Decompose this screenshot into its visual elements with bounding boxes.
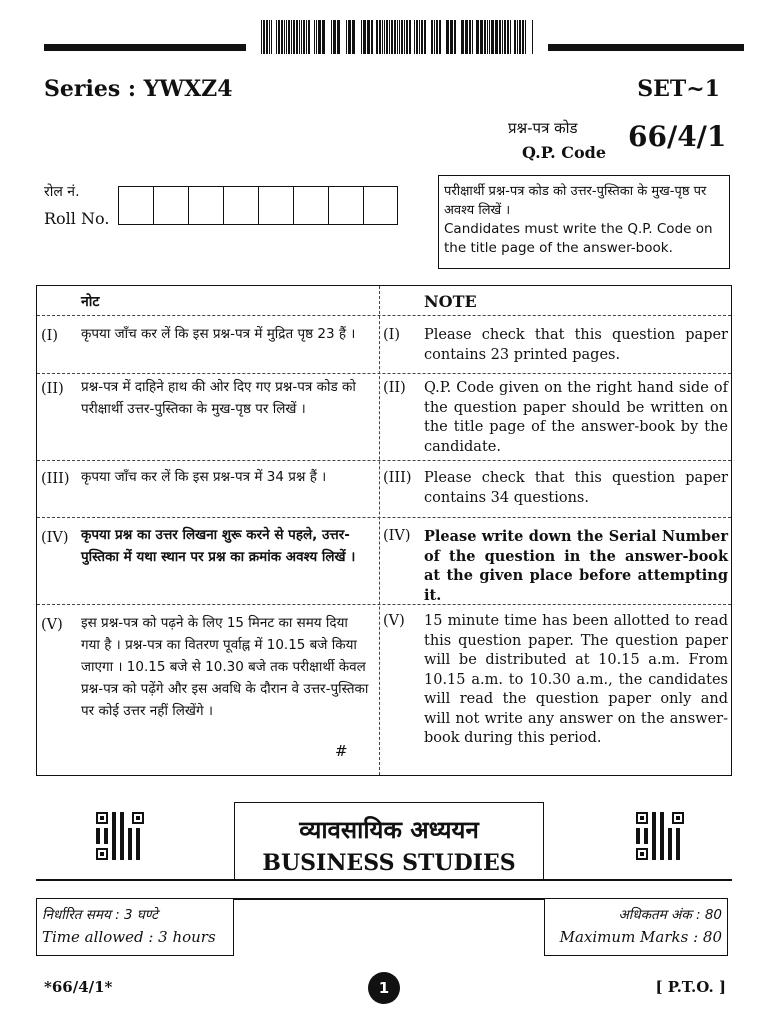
note-number-hindi: (V) xyxy=(41,617,63,633)
qp-code-value: 66/4/1 xyxy=(628,120,727,153)
footer-paper-code: *66/4/1* xyxy=(44,978,113,996)
note-text-hindi: इस प्रश्न-पत्र को पढ़ने के लिए 15 मिनट का समय दिया गया है । प्रश्न-पत्र का वितरण पूर्वाह्न में 10.15 बजे किया जाएगा । 10.15 बजे से 10.30 बजे तक परीक्षार्थी केवल प्रश्न-पत्र को पढ़ेंगे और इस अवधि के दौरान वे उत्तर-पुस्तिका पर कोई उत्तर नहीं लिखेंगे । xyxy=(81,615,369,719)
note-number: (I) xyxy=(383,327,401,343)
note-number: (IV) xyxy=(383,528,411,544)
row-divider xyxy=(37,315,731,316)
set-label: SET~1 xyxy=(637,76,720,102)
note-text-hindi: कृपया जाँच कर लें कि इस प्रश्न-पत्र में मुद्रित पृष्ठ 23 हैं । xyxy=(81,326,356,342)
note-number-hindi: (IV) xyxy=(41,530,69,546)
max-marks: Maximum Marks : 80 xyxy=(559,928,722,946)
note-number-hindi: (III) xyxy=(41,471,70,487)
note-number: (II) xyxy=(383,380,406,396)
title-underline xyxy=(36,879,732,881)
roll-box[interactable] xyxy=(118,186,153,225)
notes-table xyxy=(36,285,732,776)
roll-box[interactable] xyxy=(223,186,258,225)
qp-code-label-hindi: प्रश्न-पत्र कोड xyxy=(508,119,578,137)
notes-heading-hindi: नोट xyxy=(81,294,100,310)
note-text: Q.P. Code given on the right hand side of the question paper should be written on the title page of the answer-book by the candidate. xyxy=(424,380,728,455)
barcode xyxy=(258,20,534,54)
roll-box[interactable] xyxy=(188,186,223,225)
max-marks-hindi: अधिकतम अंक : 80 xyxy=(618,907,722,923)
header-rule-right xyxy=(548,44,744,51)
roll-label-hindi: रोल नं. xyxy=(44,184,80,200)
subject-title-hindi: व्यावसायिक अध्ययन xyxy=(299,816,479,844)
time-allowed-hindi: निर्धारित समय : 3 घण्टे xyxy=(42,907,158,923)
note-text-hindi: कृपया जाँच कर लें कि इस प्रश्न-पत्र में 34 प्रश्न हैं । xyxy=(81,469,327,485)
subject-title: BUSINESS STUDIES xyxy=(262,850,516,876)
roll-number-boxes[interactable] xyxy=(118,186,398,225)
note-text: Please write down the Serial Number of the question in the answer-book at the given place before attempting it. xyxy=(424,528,728,604)
roll-box[interactable] xyxy=(258,186,293,225)
time-allowed: Time allowed : 3 hours xyxy=(42,928,216,946)
note-number: (III) xyxy=(383,470,412,486)
roll-box[interactable] xyxy=(293,186,328,225)
header-rule-left xyxy=(44,44,246,51)
instruction-hindi: परीक्षार्थी प्रश्न-पत्र कोड को उत्तर-पुस्तिका के मुख-पृष्ठ पर अवश्य लिखें । xyxy=(444,184,707,218)
qp-code-instruction-box xyxy=(438,175,730,269)
note-number: (V) xyxy=(383,613,405,629)
hash-mark: # xyxy=(335,742,348,760)
qp-code-label: Q.P. Code xyxy=(522,143,607,162)
roll-box[interactable] xyxy=(328,186,363,225)
series-label: Series : YWXZ4 xyxy=(44,76,233,102)
qr-code-left xyxy=(96,812,144,860)
note-text-hindi: प्रश्न-पत्र में दाहिने हाथ की ओर दिए गए प्रश्न-पत्र कोड को परीक्षार्थी उत्तर-पुस्तिका के मुख-पृष्ठ पर लिखें । xyxy=(81,379,356,417)
note-text: Please check that this question paper contains 34 questions. xyxy=(424,470,728,506)
roll-box[interactable] xyxy=(153,186,188,225)
instruction-english: Candidates must write the Q.P. Code on the title page of the answer-book. xyxy=(444,221,713,256)
row-divider xyxy=(37,517,731,518)
qr-code-right xyxy=(636,812,684,860)
note-text: 15 minute time has been allotted to read this question paper. The question paper will be distributed at 10.15 a.m. From 10.15 a.m. to 10.30 a.m., the candidates will read the question paper only and will not write any answer on the answer-book during this period. xyxy=(424,613,728,746)
notes-heading: NOTE xyxy=(424,292,477,311)
note-number-hindi: (II) xyxy=(41,381,64,397)
time-box-gap-rule xyxy=(234,898,544,900)
page-number: 1 xyxy=(368,972,400,1004)
time-allowed-box xyxy=(36,898,234,956)
max-marks-box xyxy=(544,898,728,956)
row-divider xyxy=(37,460,731,461)
column-divider xyxy=(379,286,380,775)
row-divider xyxy=(37,604,731,605)
roll-box[interactable] xyxy=(363,186,398,225)
subject-title-box xyxy=(234,802,544,880)
row-divider xyxy=(37,373,731,374)
roll-label: Roll No. xyxy=(44,209,110,228)
note-text: Please check that this question paper contains 23 printed pages. xyxy=(424,327,728,363)
pto-label: [ P.T.O. ] xyxy=(655,978,726,996)
note-number-hindi: (I) xyxy=(41,328,59,344)
note-text-hindi: कृपया प्रश्न का उत्तर लिखना शुरू करने से पहले, उत्तर-पुस्तिका में यथा स्थान पर प्रश्न का क्रमांक अवश्य लिखें । xyxy=(81,527,356,565)
